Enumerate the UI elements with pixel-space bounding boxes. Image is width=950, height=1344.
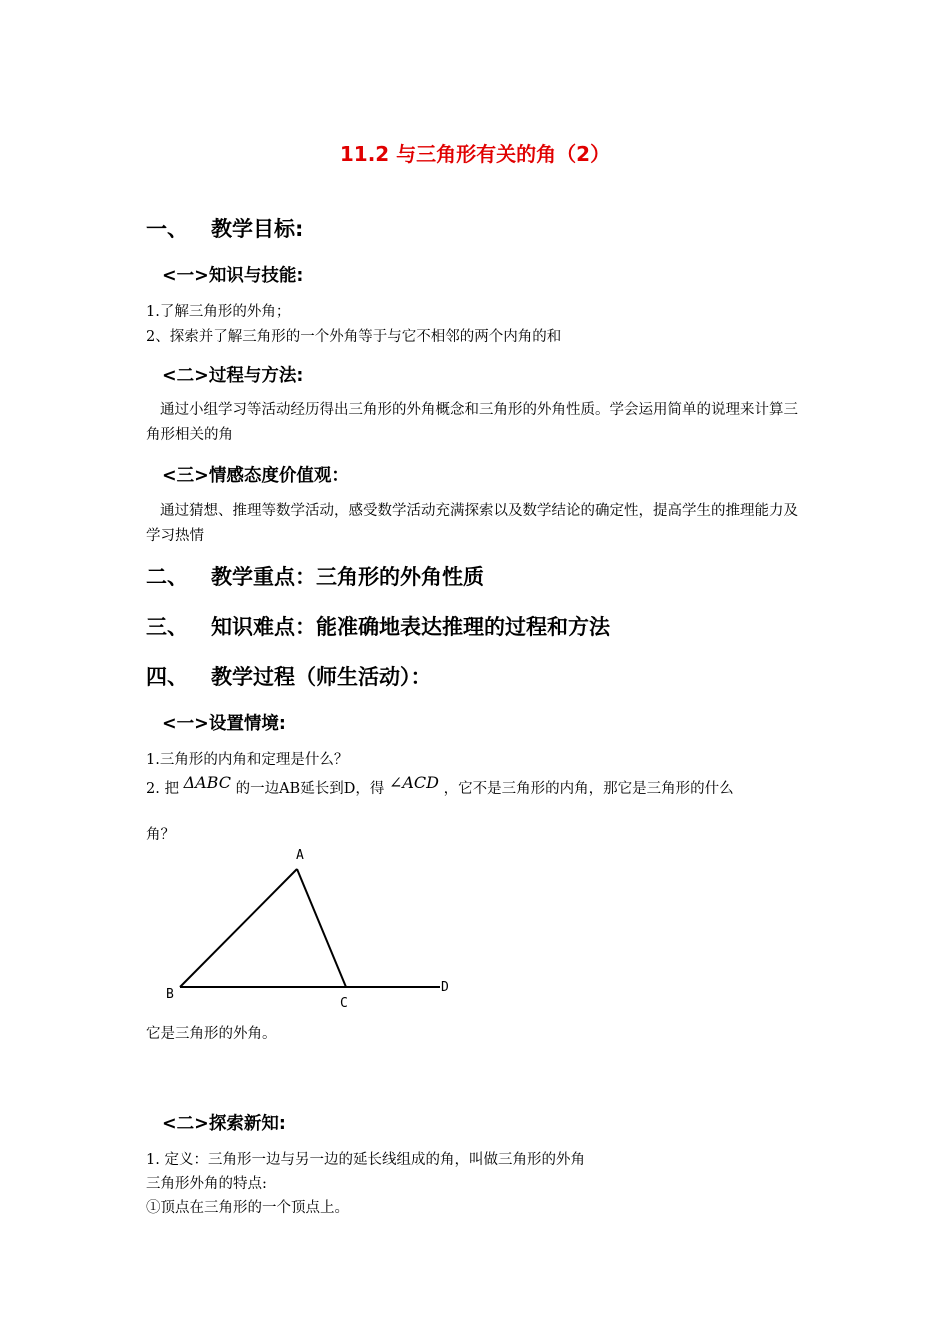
subheading-emotion-values: <三>情感态度价值观： (162, 466, 349, 486)
math-angle-acd: ∠ACD (388, 773, 439, 792)
triangle-exterior-angle-figure (150, 840, 470, 1015)
subheading-set-situation: <一>设置情境: (162, 714, 286, 734)
section-teaching-objectives (146, 213, 303, 243)
side-ac (297, 869, 346, 987)
section-label: 教学目标: (211, 217, 304, 241)
question-2-part-c: ，它不是三角形的内角，那它是三角形的什么 (443, 781, 734, 797)
label-c: C (340, 996, 348, 1011)
subheading-knowledge-skills: <一>知识与技能: (162, 266, 304, 286)
section-difficulty (146, 611, 610, 641)
emotion-paragraph: 通过猜想、推理等数学活动，感受数学活动充满探索以及数学结论的确定性，提高学生的推理能力及学习热情 (146, 503, 798, 544)
side-ab (180, 869, 297, 987)
question-2-part-b: 的一边AB延长到D，得 (235, 781, 385, 797)
answer-text: 它是三角形的外角。 (146, 1026, 277, 1042)
subheading-explore-new: <二>探索新知: (162, 1114, 286, 1134)
knowledge-item-2: 2、探索并了解三角形的一个外角等于与它不相邻的两个内角的和 (146, 329, 562, 345)
document-title: 11.2 与三角形有关的角（2） (339, 142, 611, 166)
features-heading: 三角形外角的特点: (146, 1176, 267, 1192)
section-teaching-process (146, 661, 432, 691)
section-number: 四、 (146, 665, 188, 689)
process-paragraph: 通过小组学习等活动经历得出三角形的外角概念和三角形的外角性质。学会运用简单的说理来计算三角形相关的角 (146, 402, 798, 443)
label-d: D (441, 980, 449, 995)
label-a: A (296, 848, 304, 863)
feature-item-1: ①顶点在三角形的一个顶点上。 (146, 1200, 349, 1216)
definition-text: 1. 定义：三角形一边与另一边的延长线组成的角，叫做三角形的外角 (146, 1152, 585, 1168)
section-label: 教学过程（师生活动）： (211, 665, 432, 689)
section-number: 一、 (146, 217, 188, 241)
question-2-part-a: 2. 把 (146, 781, 179, 797)
section-label: 知识难点：能准确地表达推理的过程和方法 (211, 615, 610, 639)
math-triangle-abc: ΔABC (183, 773, 231, 792)
subheading-process-methods: <二>过程与方法: (162, 366, 304, 386)
section-label: 教学重点：三角形的外角性质 (211, 565, 484, 589)
knowledge-item-1: 1.了解三角形的外角； (146, 304, 291, 320)
question-1: 1.三角形的内角和定理是什么？ (146, 752, 349, 768)
section-number: 三、 (146, 615, 188, 639)
label-b: B (166, 987, 174, 1002)
question-2-continued: 角？ (146, 827, 175, 843)
section-teaching-focus (146, 561, 484, 591)
section-number: 二、 (146, 565, 188, 589)
question-2 (146, 773, 734, 801)
